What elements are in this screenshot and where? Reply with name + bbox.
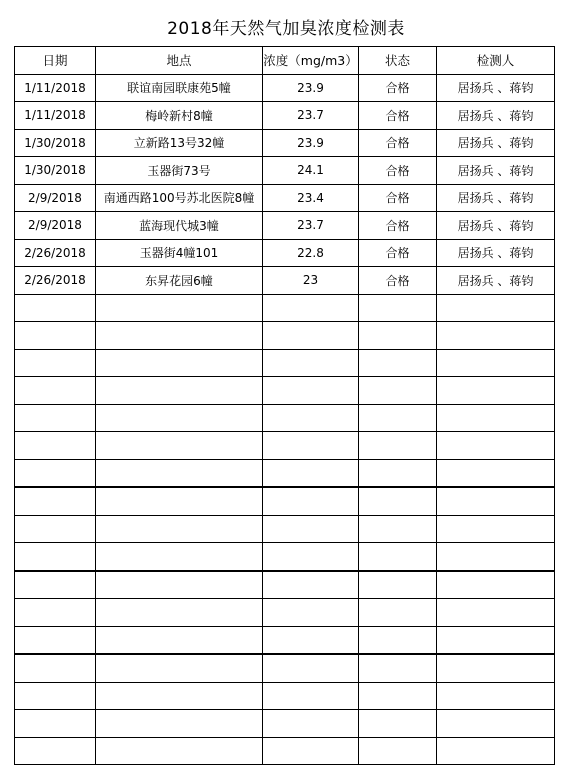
cell-inspector[interactable]	[437, 626, 555, 654]
sheet-title: 2018年天然气加臭浓度检测表	[167, 19, 405, 39]
table-row	[15, 682, 555, 710]
cell-site[interactable]	[96, 294, 263, 322]
cell-inspector[interactable]: 居扬兵 、蒋钧	[437, 184, 555, 212]
cell-site[interactable]: 梅岭新村8幢	[96, 102, 263, 130]
table-row	[15, 626, 555, 654]
cell-site[interactable]	[96, 349, 263, 377]
cell-inspector[interactable]	[437, 543, 555, 571]
cell-site[interactable]: 蓝海现代城3幢	[96, 212, 263, 240]
cell-date[interactable]	[15, 349, 96, 377]
cell-site[interactable]: 南通西路100号苏北医院8幢	[96, 184, 263, 212]
cell-date[interactable]	[15, 322, 96, 350]
cell-inspector[interactable]	[437, 459, 555, 487]
cell-inspector[interactable]	[437, 515, 555, 543]
cell-concentration[interactable]	[263, 543, 359, 571]
cell-status[interactable]	[359, 377, 437, 405]
cell-status[interactable]	[359, 515, 437, 543]
cell-status[interactable]	[359, 654, 437, 682]
cell-date[interactable]	[15, 515, 96, 543]
cell-inspector[interactable]	[437, 404, 555, 432]
cell-concentration[interactable]: 23.4	[263, 184, 359, 212]
cell-site[interactable]	[96, 710, 263, 738]
table-row	[15, 432, 555, 460]
cell-status[interactable]	[359, 487, 437, 515]
cell-site[interactable]: 玉器街4幢101	[96, 239, 263, 267]
cell-date[interactable]	[15, 404, 96, 432]
cell-status[interactable]	[359, 322, 437, 350]
cell-concentration[interactable]	[263, 377, 359, 405]
cell-date[interactable]	[15, 543, 96, 571]
cell-date[interactable]	[15, 377, 96, 405]
cell-concentration[interactable]	[263, 487, 359, 515]
table-row	[15, 294, 555, 322]
cell-inspector[interactable]	[437, 737, 555, 765]
cell-inspector[interactable]: 居扬兵 、蒋钧	[437, 74, 555, 102]
cell-site[interactable]	[96, 432, 263, 460]
cell-status[interactable]	[359, 432, 437, 460]
table-row	[15, 74, 555, 102]
cell-status[interactable]	[359, 737, 437, 765]
cell-date[interactable]	[15, 654, 96, 682]
cell-site[interactable]	[96, 322, 263, 350]
table-row	[15, 571, 555, 599]
cell-site[interactable]	[96, 404, 263, 432]
cell-date[interactable]	[15, 626, 96, 654]
cell-date[interactable]: 1/30/2018	[15, 129, 96, 157]
cell-site[interactable]	[96, 571, 263, 599]
table-row	[15, 129, 555, 157]
cell-date[interactable]	[15, 682, 96, 710]
cell-date[interactable]	[15, 459, 96, 487]
cell-site[interactable]	[96, 626, 263, 654]
cell-inspector[interactable]	[437, 487, 555, 515]
cell-date[interactable]	[15, 737, 96, 765]
cell-inspector[interactable]: 居扬兵 、蒋钧	[437, 267, 555, 295]
cell-inspector[interactable]	[437, 654, 555, 682]
cell-status[interactable]	[359, 543, 437, 571]
cell-inspector[interactable]	[437, 710, 555, 738]
cell-date[interactable]	[15, 599, 96, 627]
cell-concentration[interactable]: 23.9	[263, 74, 359, 102]
cell-concentration[interactable]	[263, 459, 359, 487]
table-row	[15, 157, 555, 185]
cell-concentration[interactable]: 23.7	[263, 102, 359, 130]
header-inspector: 检测人	[437, 47, 555, 75]
cell-status[interactable]	[359, 571, 437, 599]
table-row	[15, 543, 555, 571]
table-row	[15, 404, 555, 432]
cell-concentration[interactable]: 24.1	[263, 157, 359, 185]
cell-date[interactable]: 2/9/2018	[15, 212, 96, 240]
cell-inspector[interactable]: 居扬兵 、蒋钧	[437, 212, 555, 240]
table-row	[15, 322, 555, 350]
cell-concentration[interactable]: 23	[263, 267, 359, 295]
header-date: 日期	[15, 47, 96, 75]
table-row	[15, 654, 555, 682]
cell-date[interactable]	[15, 432, 96, 460]
cell-status[interactable]	[359, 349, 437, 377]
cell-status[interactable]: 合格	[359, 74, 437, 102]
cell-inspector[interactable]	[437, 349, 555, 377]
cell-concentration[interactable]	[263, 682, 359, 710]
cell-inspector[interactable]	[437, 377, 555, 405]
table-row	[15, 102, 555, 130]
cell-date[interactable]: 2/26/2018	[15, 239, 96, 267]
table-row	[15, 737, 555, 765]
cell-concentration[interactable]	[263, 626, 359, 654]
cell-status[interactable]	[359, 710, 437, 738]
header-row	[15, 47, 555, 75]
cell-status[interactable]	[359, 626, 437, 654]
cell-concentration[interactable]	[263, 737, 359, 765]
cell-concentration[interactable]	[263, 515, 359, 543]
cell-site[interactable]	[96, 543, 263, 571]
table-row	[15, 349, 555, 377]
cell-inspector[interactable]	[437, 294, 555, 322]
cell-status[interactable]	[359, 599, 437, 627]
cell-status[interactable]: 合格	[359, 239, 437, 267]
header-status: 状态	[359, 47, 437, 75]
cell-concentration[interactable]	[263, 571, 359, 599]
table-row	[15, 239, 555, 267]
table-row	[15, 599, 555, 627]
table-row	[15, 267, 555, 295]
cell-concentration[interactable]	[263, 710, 359, 738]
cell-site[interactable]	[96, 487, 263, 515]
table-body	[15, 74, 555, 765]
cell-site[interactable]: 玉器街73号	[96, 157, 263, 185]
cell-status[interactable]	[359, 404, 437, 432]
inspection-table	[14, 46, 555, 765]
cell-concentration[interactable]	[263, 349, 359, 377]
cell-concentration[interactable]: 23.7	[263, 212, 359, 240]
cell-date[interactable]: 1/11/2018	[15, 102, 96, 130]
cell-status[interactable]: 合格	[359, 102, 437, 130]
table-row	[15, 487, 555, 515]
cell-date[interactable]: 2/26/2018	[15, 267, 96, 295]
cell-site[interactable]: 东昇花园6幢	[96, 267, 263, 295]
cell-inspector[interactable]	[437, 571, 555, 599]
cell-concentration[interactable]	[263, 404, 359, 432]
cell-status[interactable]	[359, 459, 437, 487]
header-site: 地点	[96, 47, 263, 75]
cell-status[interactable]: 合格	[359, 184, 437, 212]
cell-site[interactable]	[96, 377, 263, 405]
cell-inspector[interactable]: 居扬兵 、蒋钧	[437, 239, 555, 267]
cell-date[interactable]: 1/11/2018	[15, 74, 96, 102]
cell-concentration[interactable]	[263, 654, 359, 682]
cell-status[interactable]: 合格	[359, 267, 437, 295]
cell-site[interactable]	[96, 515, 263, 543]
cell-inspector[interactable]: 居扬兵 、蒋钧	[437, 129, 555, 157]
cell-concentration[interactable]	[263, 294, 359, 322]
cell-status[interactable]: 合格	[359, 157, 437, 185]
cell-concentration[interactable]: 23.9	[263, 129, 359, 157]
cell-inspector[interactable]	[437, 432, 555, 460]
cell-date[interactable]: 1/30/2018	[15, 157, 96, 185]
cell-inspector[interactable]	[437, 322, 555, 350]
table-row	[15, 710, 555, 738]
cell-concentration[interactable]: 22.8	[263, 239, 359, 267]
cell-site[interactable]	[96, 737, 263, 765]
cell-date[interactable]	[15, 710, 96, 738]
cell-date[interactable]	[15, 487, 96, 515]
cell-status[interactable]	[359, 294, 437, 322]
table-row	[15, 459, 555, 487]
cell-site[interactable]	[96, 599, 263, 627]
cell-site[interactable]	[96, 459, 263, 487]
header-concentration: 浓度（mg/m3）	[263, 47, 359, 75]
cell-status[interactable]: 合格	[359, 129, 437, 157]
table-row	[15, 515, 555, 543]
cell-status[interactable]	[359, 682, 437, 710]
cell-site[interactable]: 立新路13号32幢	[96, 129, 263, 157]
cell-inspector[interactable]	[437, 599, 555, 627]
cell-concentration[interactable]	[263, 322, 359, 350]
table-row	[15, 212, 555, 240]
table-row	[15, 184, 555, 212]
cell-site[interactable]	[96, 682, 263, 710]
cell-date[interactable]	[15, 571, 96, 599]
cell-site[interactable]	[96, 654, 263, 682]
cell-concentration[interactable]	[263, 599, 359, 627]
cell-site[interactable]: 联谊南园联康苑5幢	[96, 74, 263, 102]
table-row	[15, 377, 555, 405]
cell-status[interactable]: 合格	[359, 212, 437, 240]
cell-inspector[interactable]	[437, 682, 555, 710]
cell-inspector[interactable]: 居扬兵 、蒋钧	[437, 102, 555, 130]
cell-concentration[interactable]	[263, 432, 359, 460]
cell-date[interactable]	[15, 294, 96, 322]
cell-inspector[interactable]: 居扬兵 、蒋钧	[437, 157, 555, 185]
cell-date[interactable]: 2/9/2018	[15, 184, 96, 212]
